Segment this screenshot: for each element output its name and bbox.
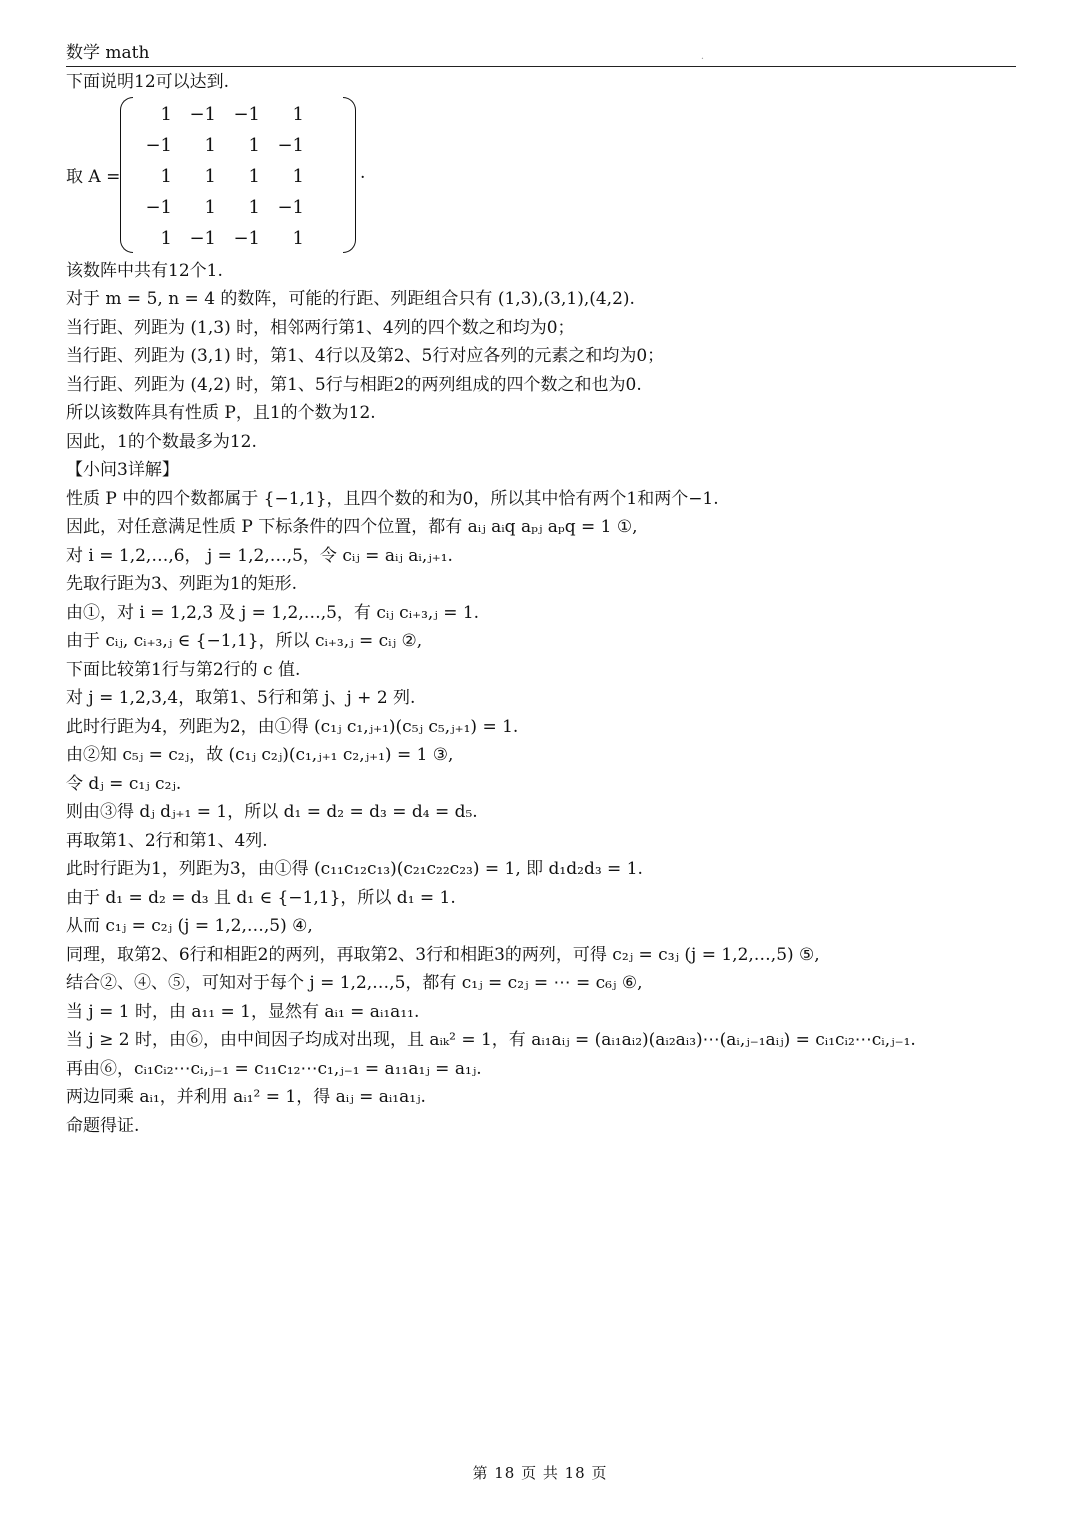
text-line: 此时行距为4，列距为2，由①得 (c₁ⱼ c₁,ⱼ₊₁)(c₅ⱼ c₅,ⱼ₊₁) = 1. xyxy=(66,716,519,737)
text-line: 下面说明12可以达到. xyxy=(66,72,230,92)
text-line: 对 j = 1,2,3,4，取第1、5行和第 j、j + 2 列. xyxy=(66,688,416,708)
matrix-cell: −1 xyxy=(189,103,216,125)
text-line: 由①，对 i = 1,2,3 及 j = 1,2,…,5，有 cᵢⱼ cᵢ₊₃,ⱼ = 1. xyxy=(66,602,480,623)
matrix-cell: 1 xyxy=(160,227,172,249)
matrix-cell: 1 xyxy=(204,196,216,218)
matrix-row xyxy=(132,223,308,254)
page-header xyxy=(66,40,1016,67)
header-title: 数学 math xyxy=(66,43,150,63)
matrix-a xyxy=(120,97,356,253)
matrix-cell: −1 xyxy=(277,196,304,218)
text-line: 当 j ≥ 2 时，由⑥，由中间因子均成对出现，且 aᵢₖ² = 1，有 aᵢ₁aᵢⱼ = (aᵢ₁aᵢ₂)(aᵢ₂aᵢ₃)⋯(aᵢ,ⱼ₋₁aᵢⱼ) = cᵢ₁cᵢ₂⋯cᵢ,ⱼ₋₁. xyxy=(66,1030,916,1050)
matrix-cell: 1 xyxy=(248,134,260,156)
text-line: 从而 c₁ⱼ = c₂ⱼ (j = 1,2,…,5) ④, xyxy=(66,916,313,936)
text-line: 两边同乘 aᵢ₁，并利用 aᵢ₁² = 1，得 aᵢⱼ = aᵢ₁a₁ⱼ. xyxy=(66,1087,426,1107)
text-line: 由于 cᵢⱼ, cᵢ₊₃,ⱼ ∈ {−1,1}，所以 cᵢ₊₃,ⱼ = cᵢⱼ ②, xyxy=(66,631,423,651)
matrix-cell: 1 xyxy=(204,165,216,187)
matrix-row xyxy=(132,161,308,192)
matrix-cell: −1 xyxy=(189,227,216,249)
text-line: 同理，取第2、6行和相距2的两列，再取第2、3行和相距3的两列，可得 c₂ⱼ = c₃ⱼ (j = 1,2,…,5) ⑤, xyxy=(66,944,820,965)
matrix-row xyxy=(132,130,308,161)
text-line: 【小问3详解】 xyxy=(66,460,179,480)
matrix-cell: 1 xyxy=(160,165,172,187)
proof-lines xyxy=(66,257,1006,1141)
matrix-cell: 1 xyxy=(248,165,260,187)
text-line: 因此，对任意满足性质 P 下标条件的四个位置，都有 aᵢⱼ aᵢq aₚⱼ aₚq = 1 ①, xyxy=(66,517,638,537)
text-line: 下面比较第1行与第2行的 c 值. xyxy=(66,659,301,680)
text-line: 此时行距为1，列距为3，由①得 (c₁₁c₁₂c₁₃)(c₂₁c₂₂c₂₃) = 1, 即 d₁d₂d₃ = 1. xyxy=(66,859,643,879)
text-line: 对于 m = 5, n = 4 的数阵，可能的行距、列距组合只有 (1,3),(3,1),(4,2). xyxy=(66,289,635,309)
page-footer: 第 18 页 共 18 页 xyxy=(472,1464,608,1482)
matrix-period: . xyxy=(360,162,366,183)
matrix-cell: −1 xyxy=(145,134,172,156)
text-line: 由②知 c₅ⱼ = c₂ⱼ，故 (c₁ⱼ c₂ⱼ)(c₁,ⱼ₊₁ c₂,ⱼ₊₁) = 1 ③, xyxy=(66,745,454,765)
text-line: 当 j = 1 时，由 a₁₁ = 1，显然有 aᵢ₁ = aᵢ₁a₁₁. xyxy=(66,1001,420,1022)
matrix-cell: −1 xyxy=(145,196,172,218)
text-line: 再取第1、2行和第1、4列. xyxy=(66,830,268,851)
header-dot: . xyxy=(700,51,704,62)
text-line: 结合②、④、⑤，可知对于每个 j = 1,2,…,5，都有 c₁ⱼ = c₂ⱼ = ⋯ = c₆ⱼ ⑥, xyxy=(66,973,643,993)
matrix-row xyxy=(132,192,308,223)
matrix-cell: 1 xyxy=(204,134,216,156)
text-line: 先取行距为3、列距为1的矩形. xyxy=(66,574,298,594)
matrix-cell: −1 xyxy=(233,227,260,249)
document-body xyxy=(66,68,1006,1140)
text-line: 该数阵中共有12个1. xyxy=(66,260,223,281)
text-line: 令 dⱼ = c₁ⱼ c₂ⱼ. xyxy=(66,773,182,794)
matrix-cell: 1 xyxy=(292,227,304,249)
text-line: 当行距、列距为 (4,2) 时，第1、5行与相距2的两列组成的四个数之和也为0. xyxy=(66,374,642,395)
text-line: 由于 d₁ = d₂ = d₃ 且 d₁ ∈ {−1,1}，所以 d₁ = 1. xyxy=(66,887,456,908)
matrix-label: 取 A = xyxy=(66,166,121,187)
text-line: 命题得证. xyxy=(66,1115,140,1136)
matrix-right-bracket xyxy=(343,97,356,253)
text-line: 则由③得 dⱼ dⱼ₊₁ = 1，所以 d₁ = d₂ = d₃ = d₄ = d₅. xyxy=(66,802,478,822)
text-line: 当行距、列距为 (1,3) 时，相邻两行第1、4列的四个数之和均为0； xyxy=(66,317,575,338)
text-line: 因此，1的个数最多为12. xyxy=(66,431,257,452)
matrix-row xyxy=(132,99,308,130)
matrix-cell: 1 xyxy=(160,103,172,125)
text-line: 对 i = 1,2,…,6， j = 1,2,…,5，令 cᵢⱼ = aᵢⱼ aᵢ,ⱼ₊₁. xyxy=(66,545,453,566)
matrix-table xyxy=(132,99,308,254)
text-line: 再由⑥，cᵢ₁cᵢ₂⋯cᵢ,ⱼ₋₁ = c₁₁c₁₂⋯c₁,ⱼ₋₁ = a₁₁a₁ⱼ = a₁ⱼ. xyxy=(66,1058,482,1079)
matrix-cell: 1 xyxy=(292,103,304,125)
matrix-cell: 1 xyxy=(248,196,260,218)
matrix-cell: −1 xyxy=(277,134,304,156)
matrix-definition xyxy=(66,97,1006,257)
matrix-cell: 1 xyxy=(292,165,304,187)
text-line: 所以该数阵具有性质 P，且1的个数为12. xyxy=(66,403,376,423)
text-line: 当行距、列距为 (3,1) 时，第1、4行以及第2、5行对应各列的元素之和均为0； xyxy=(66,346,665,366)
matrix-cell: −1 xyxy=(233,103,260,125)
text-line: 性质 P 中的四个数都属于 {−1,1}，且四个数的和为0，所以其中恰有两个1和两个−1. xyxy=(66,488,719,509)
